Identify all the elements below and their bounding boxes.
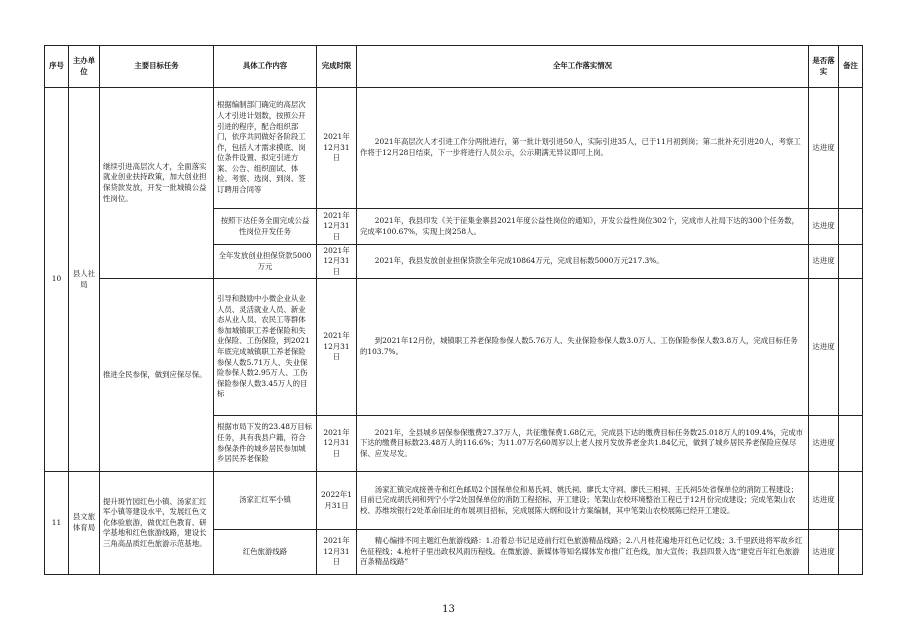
header-note: 备注 [839, 46, 863, 88]
status-cell: 精心编排不同主题红色旅游线路：1.沿着总书记足迹前行红色旅游精品线路；2.八月桂花遍地开红色记忆线；3.千里跃进将军故乡红色征程线；4.枪杆子里出政权风雨历程线。在微旅游、新媒体等知名媒体发布推广红色线，加大宣传；我县四景入选“建党百年红色旅游百条精品线路” [357, 530, 809, 575]
header-done: 是否落实 [809, 46, 839, 88]
host-unit: 县文旅体育局 [69, 472, 100, 575]
header-row [45, 46, 863, 88]
header-seq: 序号 [45, 46, 69, 88]
work-content-cell: 引导和鼓励中小微企业从业人员、灵活就业人员、新业态从业人员、农民工等群体参加城镇职工养老保险和失业保险、工伤保险，到2021年底完成城镇职工养老保险参保人数5.71万人、失业保险参保人数2.95万人、工伤保险参保人数3.45万人的目标 [214, 279, 317, 416]
deadline-cell: 2021年12月31日 [317, 416, 357, 472]
work-content-cell: 根据市局下发的23.48万目标任务，具有我县户籍，符合参保条件的城乡居民参加城乡居民养老保险 [214, 416, 317, 472]
status-cell: 2021年，我县发放创业担保贷款全年完成10864万元，完成目标数5000万元217.3%。 [357, 245, 809, 279]
status-cell: 2021年高层次人才引进工作分两批进行，第一批计划引进50人，实际引进35人，已于11月初到岗；第二批补充引进20人，考察工作将于12月28日结束，下一步将进行人员公示，公示期满无异议即可上岗。 [357, 88, 809, 209]
deadline-cell: 2021年12月31日 [317, 88, 357, 209]
header-content: 具体工作内容 [214, 46, 317, 88]
table-row [45, 279, 863, 416]
row-number: 10 [45, 88, 69, 472]
status-cell: 2021年，全县城乡居保参保缴费27.37万人，共征缴保费1.68亿元，完成县下达的缴费目标任务数25.018万人的109.4%，完成市下达的缴费目标数23.48万人的116.6%；为11.07万名60周岁以上老人按月发放养老金共1.84亿元，做到了城乡居民养老保险应保尽保、应发尽发。 [357, 416, 809, 472]
status-cell: 2021年，我县印发《关于征集金寨县2021年度公益性岗位的通知》，开发公益性岗位302个，完成市人社局下达的300个任务数，完成率100.67%，实现上岗258人。 [357, 209, 809, 245]
work-content-cell: 根据编制部门确定的高层次人才引进计划数，按照公开引进的程序，配合组织部门，依序共同做好各阶段工作，包括人才需求摸底、岗位条件设置、拟定引进方案、公告、组织面试、体检、考察、选岗、到岗、签订聘用合同等 [214, 88, 317, 209]
note-cell [839, 245, 863, 279]
work-content-cell: 红色旅游线路 [214, 530, 317, 575]
note-cell [839, 88, 863, 209]
note-cell [839, 209, 863, 245]
host-unit: 县人社局 [69, 88, 100, 472]
row-number: 11 [45, 472, 69, 575]
note-cell [839, 472, 863, 530]
deadline-cell: 2021年12月31日 [317, 530, 357, 575]
goal-cell: 继续引进高层次人才，全面落实就业创业扶持政策，加大创业担保贷款发放，开发一批城镇公益性岗位。 [100, 88, 214, 279]
done-cell: 达进度 [809, 416, 839, 472]
deadline-cell: 2022年1月31日 [317, 472, 357, 530]
deadline-cell: 2021年12月31日 [317, 245, 357, 279]
page-number: 13 [442, 604, 455, 615]
status-cell: 到2021年12月份，城镇职工养老保险参保人数5.76万人、失业保险参保人数3.0万人、工伤保险参保人数3.8万人，完成目标任务的103.7%。 [357, 279, 809, 416]
work-content-cell: 按照下达任务全面完成公益性岗位开发任务 [214, 209, 317, 245]
note-cell [839, 279, 863, 416]
table-row [45, 472, 863, 530]
deadline-cell: 2021年12月31日 [317, 209, 357, 245]
deadline-cell: 2021年12月31日 [317, 279, 357, 416]
header-deadline: 完成时限 [317, 46, 357, 88]
table-row [45, 88, 863, 209]
work-table [44, 45, 863, 575]
goal-cell: 推进全民参保，做到应保尽保。 [100, 279, 214, 472]
note-cell [839, 416, 863, 472]
header-goal: 主要目标任务 [100, 46, 214, 88]
goal-cell: 提升斑竹园红色小镇、汤家汇红军小镇等建设水平，发展红色文化体验旅游，做优红色教育、研学基地和红色旅游线路，建设长三角高品质红色旅游示范基地。 [100, 472, 214, 575]
done-cell: 达进度 [809, 245, 839, 279]
done-cell: 达进度 [809, 88, 839, 209]
done-cell: 达进度 [809, 279, 839, 416]
work-content-cell: 汤家汇红军小镇 [214, 472, 317, 530]
note-cell [839, 530, 863, 575]
header-status: 全年工作落实情况 [357, 46, 809, 88]
done-cell: 达进度 [809, 209, 839, 245]
header-unit: 主办单位 [69, 46, 100, 88]
done-cell: 达进度 [809, 530, 839, 575]
work-content-cell: 全年发放创业担保贷款5000万元 [214, 245, 317, 279]
status-cell: 汤家汇镇完成接善寺和红色邮局2个国保单位和易氏祠、姚氏祠、廖氏太守祠、廖氏三相祠、王氏祠5处省保单位的消防工程建设；目前已完成胡氏祠和列宁小学2处国保单位的消防工程招标，开工建设；笔架山农校环境整治工程已于12月份完成建设；完成笔架山农校、苏维埃银行2处革命旧址的布展项目招标，完成展陈大纲和设计方案编制，其中笔架山农校展陈已经开工建设。 [357, 472, 809, 530]
done-cell: 达进度 [809, 472, 839, 530]
